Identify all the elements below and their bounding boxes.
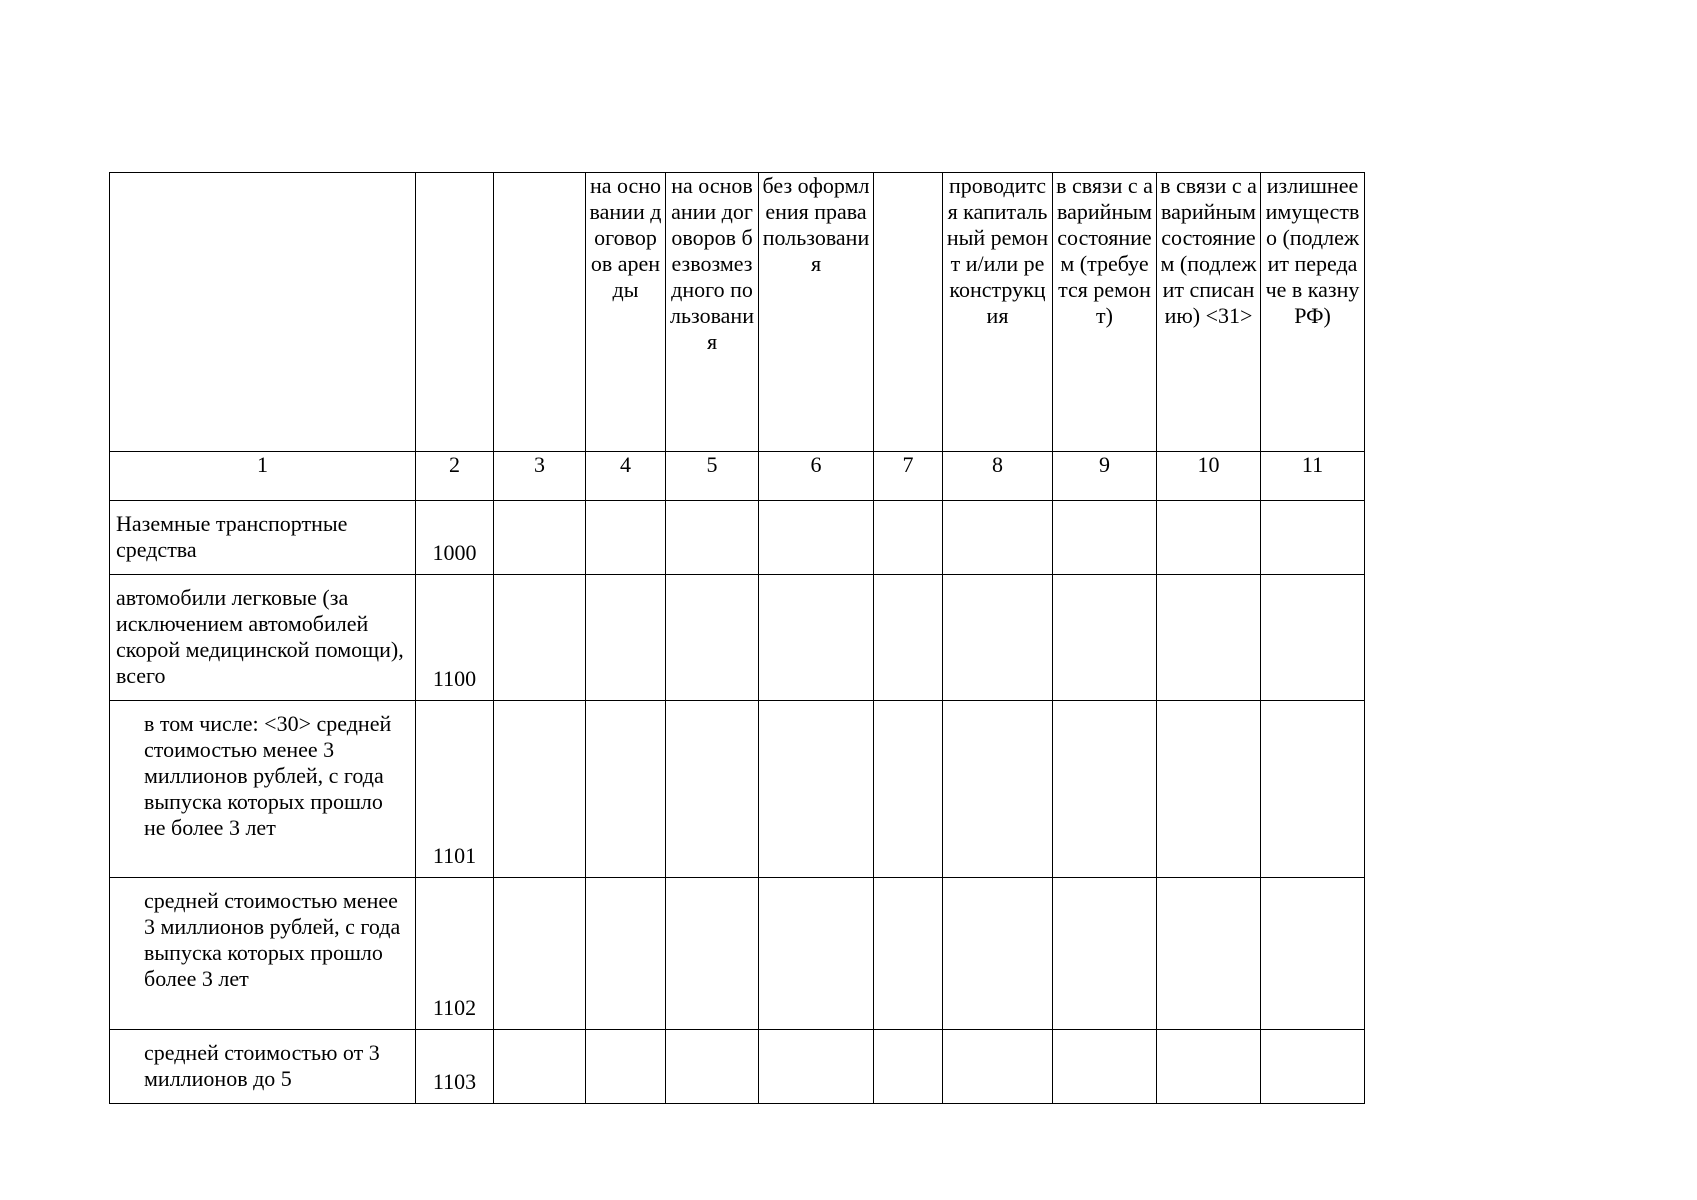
table-row — [110, 501, 1365, 575]
data-cell — [943, 878, 1053, 1030]
row-label: средней стоимостью менее 3 миллионов рублей, с года выпуска которых прошло более 3 лет — [110, 878, 416, 1030]
row-code: 1100 — [416, 575, 494, 701]
data-cell — [1053, 501, 1157, 575]
header-cell-1 — [110, 173, 416, 452]
column-number: 9 — [1053, 452, 1157, 501]
column-number: 11 — [1261, 452, 1365, 501]
header-row — [110, 173, 1365, 452]
row-code: 1102 — [416, 878, 494, 1030]
data-cell — [1053, 1030, 1157, 1104]
data-cell — [494, 1030, 586, 1104]
header-cell-10: в связи с аварийным состоянием (подлежит списанию) <31> — [1157, 173, 1261, 452]
report-table — [109, 172, 1365, 1104]
data-cell — [494, 575, 586, 701]
data-cell — [874, 1030, 943, 1104]
data-cell — [1157, 1030, 1261, 1104]
header-cell-11: излишнее имущество (подлежит передаче в казну РФ) — [1261, 173, 1365, 452]
data-cell — [586, 501, 666, 575]
data-cell — [666, 575, 759, 701]
column-number-row — [110, 452, 1365, 501]
data-cell — [1053, 701, 1157, 878]
header-cell-5: на основании договоров безвозмездного пользования — [666, 173, 759, 452]
column-number: 2 — [416, 452, 494, 501]
data-cell — [759, 701, 874, 878]
row-label: в том числе: <30> средней стоимостью менее 3 миллионов рублей, с года выпуска которых прошло не более 3 лет — [110, 701, 416, 878]
data-cell — [586, 701, 666, 878]
row-label: средней стоимостью от 3 миллионов до 5 — [110, 1030, 416, 1104]
data-cell — [666, 878, 759, 1030]
column-number: 8 — [943, 452, 1053, 501]
data-cell — [666, 701, 759, 878]
row-label: Наземные транспортные средства — [110, 501, 416, 575]
column-number: 6 — [759, 452, 874, 501]
data-cell — [759, 1030, 874, 1104]
table-row — [110, 575, 1365, 701]
header-cell-8: проводится капитальный ремонт и/или реконструкция — [943, 173, 1053, 452]
column-number: 3 — [494, 452, 586, 501]
column-number: 5 — [666, 452, 759, 501]
data-cell — [494, 878, 586, 1030]
table-row — [110, 1030, 1365, 1104]
column-number: 10 — [1157, 452, 1261, 501]
data-cell — [943, 701, 1053, 878]
data-cell — [759, 878, 874, 1030]
data-cell — [1261, 878, 1365, 1030]
data-cell — [759, 575, 874, 701]
data-cell — [1157, 575, 1261, 701]
header-cell-2 — [416, 173, 494, 452]
row-label: автомобили легковые (за исключением автомобилей скорой медицинской помощи), всего — [110, 575, 416, 701]
header-cell-9: в связи с аварийным состоянием (требуется ремонт) — [1053, 173, 1157, 452]
data-cell — [943, 501, 1053, 575]
data-cell — [874, 575, 943, 701]
data-cell — [666, 501, 759, 575]
column-number: 7 — [874, 452, 943, 501]
data-cell — [943, 575, 1053, 701]
data-cell — [1261, 701, 1365, 878]
data-cell — [1157, 878, 1261, 1030]
table-row — [110, 878, 1365, 1030]
data-cell — [1053, 575, 1157, 701]
data-cell — [586, 575, 666, 701]
header-cell-4: на основании договоров аренды — [586, 173, 666, 452]
data-cell — [874, 701, 943, 878]
header-cell-7 — [874, 173, 943, 452]
data-cell — [494, 701, 586, 878]
data-cell — [586, 878, 666, 1030]
header-cell-3 — [494, 173, 586, 452]
column-number: 4 — [586, 452, 666, 501]
data-cell — [1261, 501, 1365, 575]
row-code: 1000 — [416, 501, 494, 575]
data-cell — [1157, 501, 1261, 575]
data-cell — [1053, 878, 1157, 1030]
data-cell — [1157, 701, 1261, 878]
data-cell — [1261, 1030, 1365, 1104]
data-cell — [666, 1030, 759, 1104]
data-cell — [943, 1030, 1053, 1104]
data-cell — [494, 501, 586, 575]
table-row — [110, 701, 1365, 878]
data-cell — [1261, 575, 1365, 701]
header-cell-6: без оформления права пользования — [759, 173, 874, 452]
row-code: 1101 — [416, 701, 494, 878]
row-code: 1103 — [416, 1030, 494, 1104]
data-cell — [586, 1030, 666, 1104]
data-cell — [759, 501, 874, 575]
data-cell — [874, 878, 943, 1030]
data-cell — [874, 501, 943, 575]
column-number: 1 — [110, 452, 416, 501]
